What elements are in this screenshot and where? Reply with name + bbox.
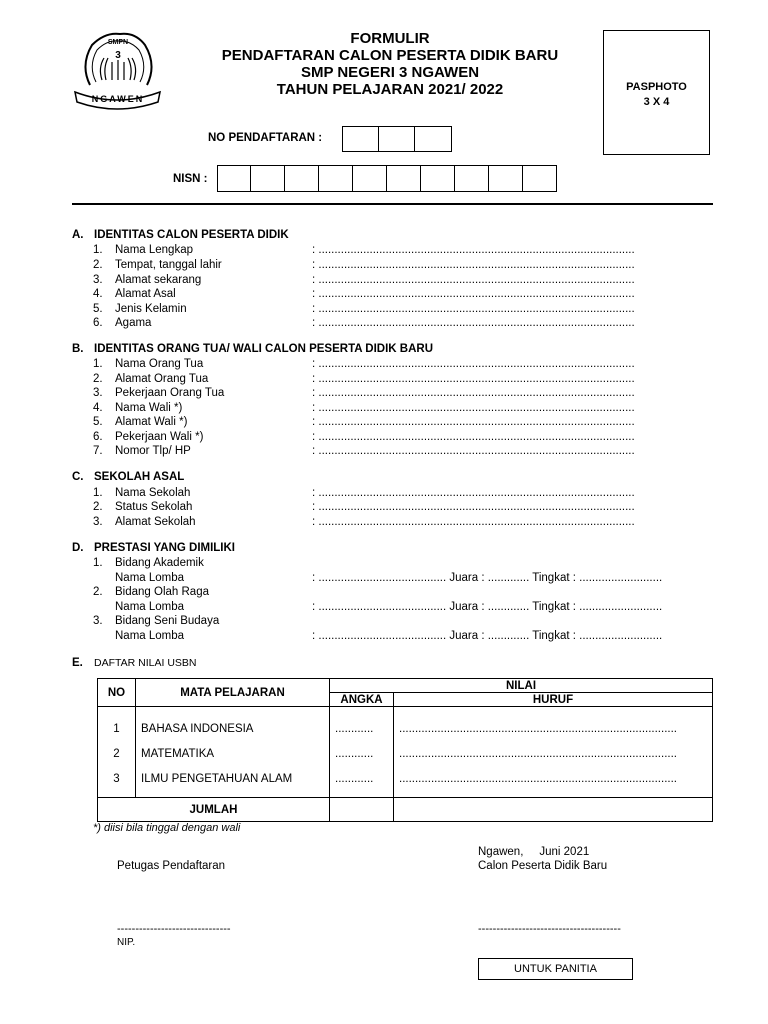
student-title: Calon Peserta Didik Baru [478, 860, 608, 872]
section-b-field[interactable]: : ................................................................................................... [312, 431, 635, 443]
section-a-field[interactable]: : ................................................................................................... [312, 303, 635, 315]
footnote: *) diisi bila tinggal dengan wali [93, 822, 241, 834]
form-subtitle: PENDAFTARAN CALON PESERTA DIDIK BARU [221, 47, 559, 64]
nisn-digit-box[interactable] [489, 165, 523, 192]
section-c-field[interactable]: : ................................................................................................... [312, 501, 635, 513]
col-header-nilai: NILAI [330, 679, 713, 693]
section-b-field[interactable]: : ................................................................................................... [312, 445, 635, 457]
col-header-huruf: HURUF [394, 693, 713, 707]
section-b-item: 1. Nama Orang Tua [93, 358, 204, 370]
form-title: FORMULIR [350, 30, 430, 47]
section-b-field[interactable]: : ................................................................................................... [312, 358, 635, 370]
total-huruf-cell[interactable] [394, 798, 713, 822]
col-header-mapel: MATA PELAJARAN [136, 679, 330, 707]
section-c-item: 3. Alamat Sekolah [93, 516, 196, 528]
nisn-digit-box[interactable] [523, 165, 557, 192]
nisn-digit-box[interactable] [217, 165, 251, 192]
section-c-item: 2. Status Sekolah [93, 501, 193, 513]
registration-number-boxes[interactable] [342, 126, 452, 152]
academic-year: TAHUN PELAJARAN 2021/ 2022 [276, 81, 504, 98]
section-e-heading: E. DAFTAR NILAI USBN [72, 657, 197, 669]
section-d-subitem: Nama Lomba [115, 572, 185, 584]
student-signature-line[interactable]: --------------------------------------- [478, 923, 621, 935]
svg-text:NGAWEN: NGAWEN [91, 94, 145, 104]
nisn-digit-box[interactable] [285, 165, 319, 192]
nisn-digit-box[interactable] [421, 165, 455, 192]
angka-cell[interactable]: ............ ............ ............ [330, 707, 394, 798]
committee-box: UNTUK PANITIA [478, 958, 633, 980]
registration-digit-box[interactable] [342, 126, 379, 152]
section-a-heading: A. IDENTITAS CALON PESERTA DIDIK [72, 229, 289, 241]
svg-text:3: 3 [115, 50, 121, 61]
section-b-field[interactable]: : ................................................................................................... [312, 416, 635, 428]
section-a-item: 2. Tempat, tanggal lahir [93, 259, 222, 271]
section-d-subitem: Nama Lomba [115, 601, 185, 613]
section-b-field[interactable]: : ................................................................................................... [312, 402, 635, 414]
section-a-field[interactable]: : ................................................................................................... [312, 288, 635, 300]
section-b-item: 2. Alamat Orang Tua [93, 373, 209, 385]
section-d-item: 1. Bidang Akademik [93, 557, 204, 569]
section-b-field[interactable]: : ................................................................................................... [312, 387, 635, 399]
section-d-field[interactable]: : ........................................ Juara : ............. Tingkat : .......................... [312, 572, 663, 584]
nip-label: NIP. [117, 937, 136, 948]
section-a-item: 1. Nama Lengkap [93, 244, 193, 256]
col-header-no: NO [98, 679, 136, 707]
section-d-item: 2. Bidang Olah Raga [93, 586, 209, 598]
section-a-field[interactable]: : ................................................................................................... [312, 317, 635, 329]
section-a-field[interactable]: : ................................................................................................... [312, 259, 635, 271]
nisn-label: NISN : [173, 173, 208, 185]
registration-number-label: NO PENDAFTARAN : [208, 132, 323, 144]
section-c-heading: C. SEKOLAH ASAL [72, 471, 185, 483]
nisn-digit-box[interactable] [455, 165, 489, 192]
svg-text:SMPN: SMPN [107, 39, 129, 46]
nisn-boxes[interactable] [217, 165, 557, 192]
registration-digit-box[interactable] [415, 126, 452, 152]
nisn-digit-box[interactable] [353, 165, 387, 192]
section-b-item: 6. Pekerjaan Wali *) [93, 431, 204, 443]
section-d-field[interactable]: : ........................................ Juara : ............. Tingkat : .......................... [312, 601, 663, 613]
nisn-digit-box[interactable] [251, 165, 285, 192]
section-a-item: 6. Agama [93, 317, 152, 329]
section-a-item: 4. Alamat Asal [93, 288, 176, 300]
section-d-heading: D. PRESTASI YANG DIMILIKI [72, 542, 236, 554]
table-body-row [98, 707, 713, 798]
section-d-subitem: Nama Lomba [115, 630, 185, 642]
school-logo [70, 30, 165, 110]
no-cell: 1 2 3 [98, 707, 136, 798]
registration-digit-box[interactable] [379, 126, 415, 152]
total-angka-cell[interactable] [330, 798, 394, 822]
photo-label: PASPHOTO [626, 81, 687, 93]
section-b-item: 4. Nama Wali *) [93, 402, 183, 414]
section-a-item: 5. Jenis Kelamin [93, 303, 187, 315]
school-name: SMP NEGERI 3 NGAWEN [300, 64, 480, 81]
section-c-field[interactable]: : ................................................................................................... [312, 487, 635, 499]
total-label: JUMLAH [98, 798, 330, 822]
huruf-cell[interactable]: ....................................................................................... ....................................................................................... ....................................................................................... [394, 707, 713, 798]
header-divider [72, 203, 713, 205]
usbn-score-table [97, 678, 713, 822]
nisn-digit-box[interactable] [319, 165, 353, 192]
section-d-item: 3. Bidang Seni Budaya [93, 615, 220, 627]
section-a-field[interactable]: : ................................................................................................... [312, 274, 635, 286]
section-b-item: 7. Nomor Tlp/ HP [93, 445, 191, 457]
section-a-item: 3. Alamat sekarang [93, 274, 202, 286]
place-date: Ngawen, Juni 2021 [478, 846, 590, 858]
officer-title: Petugas Pendaftaran [117, 860, 226, 872]
section-b-item: 3. Pekerjaan Orang Tua [93, 387, 225, 399]
nisn-digit-box[interactable] [387, 165, 421, 192]
col-header-angka: ANGKA [330, 693, 394, 707]
section-b-item: 5. Alamat Wali *) [93, 416, 188, 428]
photo-size: 3 X 4 [643, 96, 670, 108]
section-c-item: 1. Nama Sekolah [93, 487, 191, 499]
section-b-heading: B. IDENTITAS ORANG TUA/ WALI CALON PESERTA DIDIK BARU [72, 343, 434, 355]
section-c-field[interactable]: : ................................................................................................... [312, 516, 635, 528]
section-a-field[interactable]: : ................................................................................................... [312, 244, 635, 256]
section-b-field[interactable]: : ................................................................................................... [312, 373, 635, 385]
section-d-field[interactable]: : ........................................ Juara : ............. Tingkat : .......................... [312, 630, 663, 642]
mapel-cell: BAHASA INDONESIA MATEMATIKA ILMU PENGETAHUAN ALAM [136, 707, 330, 798]
photo-box [603, 30, 710, 155]
officer-signature-line[interactable]: ------------------------------- [117, 923, 231, 935]
